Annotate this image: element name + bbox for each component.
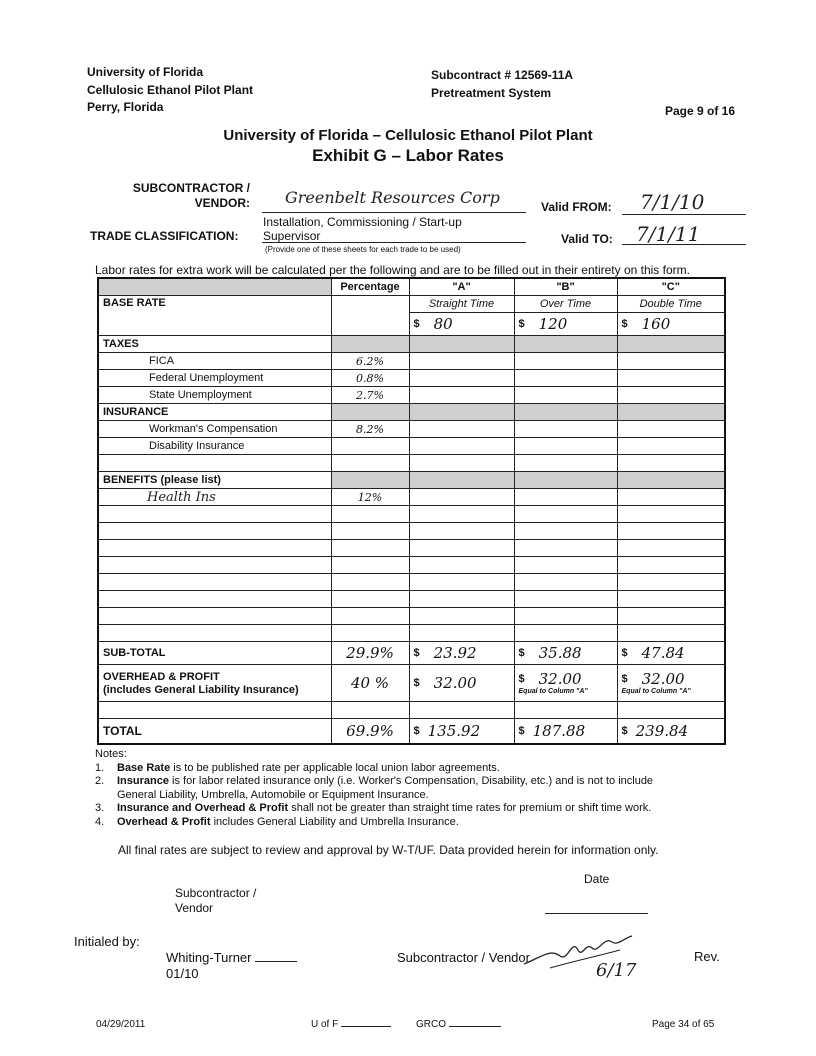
overhead-b-cell <box>514 665 617 702</box>
trade-line2: Supervisor <box>263 229 321 243</box>
header-blank <box>98 278 331 296</box>
note-item <box>95 775 653 789</box>
title-line1: University of Florida – Cellulosic Ethanol Pilot Plant <box>223 127 593 144</box>
overhead-line1: OVERHEAD & PROFIT <box>103 671 220 683</box>
subtotal-a-value: 23.92 <box>433 644 477 662</box>
empty-cell <box>409 608 514 625</box>
vendor-label <box>90 181 250 211</box>
empty-cell <box>514 438 617 455</box>
empty-cell <box>514 625 617 642</box>
overhead-label <box>98 665 331 702</box>
fica-row <box>98 353 725 370</box>
shade-cell <box>617 336 725 353</box>
empty-cell <box>514 608 617 625</box>
empty-cell <box>617 557 725 574</box>
header-location: Perry, Florida <box>87 100 164 114</box>
equal-to-a-note: Equal to Column "A" <box>621 688 691 695</box>
empty-cell <box>331 540 409 557</box>
dollar-sign: $ <box>518 647 525 659</box>
rev-label: Rev. <box>694 949 720 964</box>
dollar-sign: $ <box>413 725 420 737</box>
benefits-row <box>98 472 725 489</box>
shade-cell <box>617 404 725 421</box>
taxes-row <box>98 336 725 353</box>
header-col-b: "B" <box>514 278 617 296</box>
empty-cell <box>331 455 409 472</box>
labor-rates-table <box>97 277 726 745</box>
disability-row <box>98 438 725 455</box>
base-c-value: 160 <box>641 315 671 333</box>
dollar-sign: $ <box>621 673 628 685</box>
total-c-value: 239.84 <box>635 722 689 740</box>
empty-cell <box>98 574 331 591</box>
empty-cell <box>617 608 725 625</box>
empty-cell <box>409 702 514 719</box>
shade-cell <box>331 404 409 421</box>
insurance-label: INSURANCE <box>98 404 331 421</box>
subheader-b: Over Time <box>514 296 617 313</box>
valid-to-line <box>622 244 746 245</box>
empty-cell <box>331 523 409 540</box>
title-line2: Exhibit G – Labor Rates <box>312 146 504 165</box>
empty-cell <box>617 591 725 608</box>
subcontractor-label-text: SUBCONTRACTOR / <box>132 181 250 195</box>
empty-cell <box>514 540 617 557</box>
spacer-row <box>98 455 725 472</box>
overhead-b-value: 32.00 <box>538 670 582 688</box>
health-label: Health Ins <box>98 489 331 506</box>
empty-cell <box>514 455 617 472</box>
vendor-value: Greenbelt Resources Corp <box>285 188 500 207</box>
subvendor-line1: Subcontractor / <box>175 886 257 900</box>
note-bold: Insurance <box>117 775 169 787</box>
total-b-cell <box>514 719 617 745</box>
empty-cell <box>617 438 725 455</box>
subheader-a: Straight Time <box>409 296 514 313</box>
health-pct: 12% <box>331 489 409 506</box>
dollar-sign: $ <box>413 318 420 330</box>
total-b-value: 187.88 <box>532 722 586 740</box>
empty-cell <box>331 557 409 574</box>
note-item <box>95 762 653 776</box>
footer-grco <box>416 1019 501 1030</box>
empty-cell <box>409 540 514 557</box>
empty-cell <box>514 353 617 370</box>
empty-cell <box>409 370 514 387</box>
shade-cell <box>514 404 617 421</box>
separator-row <box>98 702 725 719</box>
empty-cell <box>331 574 409 591</box>
note-item <box>95 802 653 816</box>
valid-from-line <box>622 214 746 215</box>
empty-cell <box>514 421 617 438</box>
empty-cell <box>514 523 617 540</box>
note-text: shall not be greater than straight time rates for premium or shift time work. <box>288 802 652 814</box>
subvendor-line2: Vendor <box>175 901 214 915</box>
subtotal-row <box>98 642 725 665</box>
subtotal-b-cell <box>514 642 617 665</box>
workman-pct: 8.2% <box>331 421 409 438</box>
blank-row <box>98 625 725 642</box>
whiting-label: Whiting-Turner <box>166 950 252 965</box>
note-num: 2. <box>95 775 105 787</box>
subvendor-sig-label: Subcontractor / Vendor <box>397 950 530 965</box>
footer-grco-line <box>449 1026 501 1027</box>
blank-row <box>98 557 725 574</box>
header-col-c: "C" <box>617 278 725 296</box>
empty-cell <box>98 455 331 472</box>
fica-label: FICA <box>98 353 331 370</box>
base-a-value: 80 <box>433 315 453 333</box>
total-pct: 69.9% <box>331 719 409 745</box>
dollar-sign: $ <box>621 647 628 659</box>
blank-row <box>98 540 725 557</box>
total-row <box>98 719 725 745</box>
note-num <box>95 789 117 803</box>
empty-cell <box>514 591 617 608</box>
empty-cell <box>617 523 725 540</box>
dollar-sign: $ <box>413 677 420 689</box>
header-plant: Cellulosic Ethanol Pilot Plant <box>87 82 254 97</box>
state-label: State Unemployment <box>98 387 331 404</box>
empty-cell <box>617 574 725 591</box>
subtotal-a-cell <box>409 642 514 665</box>
header-percentage: Percentage <box>331 278 409 296</box>
overhead-a-cell <box>409 665 514 702</box>
vendor-line <box>262 212 526 213</box>
empty-cell <box>331 625 409 642</box>
final-rates-text: All final rates are subject to review and approval by W-T/UF. Data provided herein for information only. <box>118 843 659 857</box>
overhead-row <box>98 665 725 702</box>
valid-to-value: 7/1/11 <box>636 222 701 246</box>
note-text: includes General Liability and Umbrella Insurance. <box>210 815 459 828</box>
whiting-initial-line <box>255 961 297 962</box>
intro-text: Labor rates for extra work will be calculated per the following and are to be filled out in their entirety on this form. <box>95 263 690 277</box>
dollar-sign: $ <box>518 673 525 685</box>
empty-cell <box>409 438 514 455</box>
vendor-label-text: VENDOR: <box>194 196 250 210</box>
header-col-a: "A" <box>409 278 514 296</box>
header-university: University of Florida <box>87 65 204 79</box>
empty-cell <box>514 557 617 574</box>
base-a-cell <box>409 313 514 336</box>
state-pct: 2.7% <box>331 387 409 404</box>
footer-grco-label: GRCO <box>416 1019 446 1030</box>
note-item <box>95 789 653 803</box>
date-label: Date <box>584 872 610 886</box>
dollar-sign: $ <box>413 647 420 659</box>
valid-from-value: 7/1/10 <box>640 190 705 214</box>
empty-cell <box>409 625 514 642</box>
empty-cell <box>514 702 617 719</box>
total-label: TOTAL <box>98 719 331 745</box>
empty-cell <box>409 591 514 608</box>
valid-to-label: Valid TO: <box>561 232 613 246</box>
empty-cell <box>409 506 514 523</box>
blank-row <box>98 506 725 523</box>
overhead-c-cell <box>617 665 725 702</box>
overhead-pct: 40 % <box>331 665 409 702</box>
trade-note: (Provide one of these sheets for each trade to be used) <box>265 245 461 254</box>
footer-uoff <box>311 1019 391 1030</box>
empty-cell <box>514 370 617 387</box>
rev-date: 01/10 <box>166 966 199 981</box>
subtotal-label: SUB-TOTAL <box>98 642 331 665</box>
fed-label: Federal Unemployment <box>98 370 331 387</box>
note-text: is for labor related insurance only (i.e. Worker's Compensation, Disability, etc.) and is not to include <box>168 775 654 787</box>
equal-to-a-note: Equal to Column "A" <box>518 688 588 695</box>
empty-cell <box>331 608 409 625</box>
empty-cell <box>514 506 617 523</box>
shade-cell <box>409 404 514 421</box>
empty-cell <box>617 353 725 370</box>
empty-cell <box>409 421 514 438</box>
total-a-cell <box>409 719 514 745</box>
note-num: 4. <box>95 815 105 828</box>
trade-line1: Installation, Commissioning / Start-up <box>263 215 462 229</box>
base-rate-row <box>98 296 725 313</box>
health-row <box>98 489 725 506</box>
empty-cell <box>98 506 331 523</box>
signature-date: 6/17 <box>596 960 637 981</box>
fed-pct: 0.8% <box>331 370 409 387</box>
subheader-c: Double Time <box>617 296 725 313</box>
blank-row <box>98 591 725 608</box>
empty-cell <box>617 702 725 719</box>
note-bold: Overhead & Profit <box>117 815 211 828</box>
empty-cell <box>617 370 725 387</box>
note-text: is to be published rate per applicable local union labor agreements. <box>170 761 500 774</box>
note-num: 3. <box>95 802 105 814</box>
dollar-sign: $ <box>621 725 628 737</box>
base-c-cell <box>617 313 725 336</box>
footer-page: Page 34 of 65 <box>652 1019 715 1030</box>
total-a-value: 135.92 <box>427 722 481 740</box>
shade-cell <box>617 472 725 489</box>
empty-cell <box>331 506 409 523</box>
subtotal-c-cell <box>617 642 725 665</box>
empty-cell <box>409 387 514 404</box>
overhead-line2: (includes General Liability Insurance) <box>103 684 299 696</box>
empty-cell <box>617 540 725 557</box>
empty-cell <box>409 353 514 370</box>
empty-cell <box>98 608 331 625</box>
footer-uoff-line <box>341 1026 391 1027</box>
empty-cell <box>514 574 617 591</box>
fica-pct: 6.2% <box>331 353 409 370</box>
subtotal-b-value: 35.88 <box>538 644 582 662</box>
date-line <box>545 913 648 914</box>
header-right <box>431 67 573 102</box>
header-page: Page 9 of 16 <box>665 104 736 118</box>
notes-section <box>95 748 653 829</box>
header-subcontract: Subcontract # 12569-11A <box>431 68 574 82</box>
overhead-c-value: 32.00 <box>641 670 685 688</box>
empty-cell <box>98 540 331 557</box>
shade-cell <box>331 336 409 353</box>
note-bold: Insurance and Overhead & Profit <box>117 802 289 814</box>
empty-cell <box>409 574 514 591</box>
empty-cell <box>98 557 331 574</box>
blank-row <box>98 608 725 625</box>
base-b-cell <box>514 313 617 336</box>
workman-row <box>98 421 725 438</box>
empty-cell <box>514 387 617 404</box>
shade-cell <box>409 472 514 489</box>
header-left <box>87 64 253 117</box>
shade-cell <box>514 472 617 489</box>
state-row <box>98 387 725 404</box>
empty-cell <box>409 557 514 574</box>
empty-cell <box>98 591 331 608</box>
header-system: Pretreatment System <box>431 85 552 100</box>
shade-cell <box>409 336 514 353</box>
empty-cell <box>514 489 617 506</box>
footer-date: 04/29/2011 <box>96 1019 146 1030</box>
empty-cell <box>98 625 331 642</box>
disability-label: Disability Insurance <box>98 438 331 455</box>
subtotal-pct: 29.9% <box>331 642 409 665</box>
subvendor-block <box>175 886 256 916</box>
empty-cell <box>98 523 331 540</box>
blank-row <box>98 523 725 540</box>
note-item <box>95 816 653 830</box>
subtotal-c-value: 47.84 <box>641 644 685 662</box>
trade-line <box>262 242 526 243</box>
blank-row <box>98 574 725 591</box>
notes-title: Notes: <box>95 748 127 760</box>
footer-uoff-label: U of F <box>311 1019 339 1030</box>
benefits-label: BENEFITS (please list) <box>98 472 331 489</box>
table-header-row <box>98 278 725 296</box>
empty-cell <box>409 455 514 472</box>
empty-cell <box>331 438 409 455</box>
empty-cell <box>617 455 725 472</box>
insurance-row <box>98 404 725 421</box>
note-text: General Liability, Umbrella, Automobile or Equipment Insurance. <box>117 788 429 801</box>
empty-cell <box>617 387 725 404</box>
taxes-label: TAXES <box>98 336 331 353</box>
base-b-value: 120 <box>538 315 568 333</box>
empty-cell <box>617 421 725 438</box>
dollar-sign: $ <box>518 318 525 330</box>
workman-label: Workman's Compensation <box>98 421 331 438</box>
fed-row <box>98 370 725 387</box>
empty-cell <box>409 489 514 506</box>
trade-label: TRADE CLASSIFICATION: <box>90 229 239 243</box>
total-c-cell <box>617 719 725 745</box>
shade-cell <box>331 472 409 489</box>
empty-cell <box>617 489 725 506</box>
empty-cell <box>409 523 514 540</box>
base-rate-label: BASE RATE <box>98 296 331 336</box>
empty-cell <box>331 591 409 608</box>
valid-from-label: Valid FROM: <box>541 200 612 214</box>
base-rate-pct <box>331 296 409 336</box>
initialed-by-label: Initialed by: <box>74 934 140 949</box>
empty-cell <box>98 702 331 719</box>
dollar-sign: $ <box>518 725 525 737</box>
empty-cell <box>331 702 409 719</box>
dollar-sign: $ <box>621 318 628 330</box>
note-num: 1. <box>95 761 105 774</box>
shade-cell <box>514 336 617 353</box>
note-bold: Base Rate <box>117 761 171 774</box>
whiting-block <box>166 950 297 982</box>
empty-cell <box>617 506 725 523</box>
overhead-a-value: 32.00 <box>433 674 477 692</box>
empty-cell <box>617 625 725 642</box>
